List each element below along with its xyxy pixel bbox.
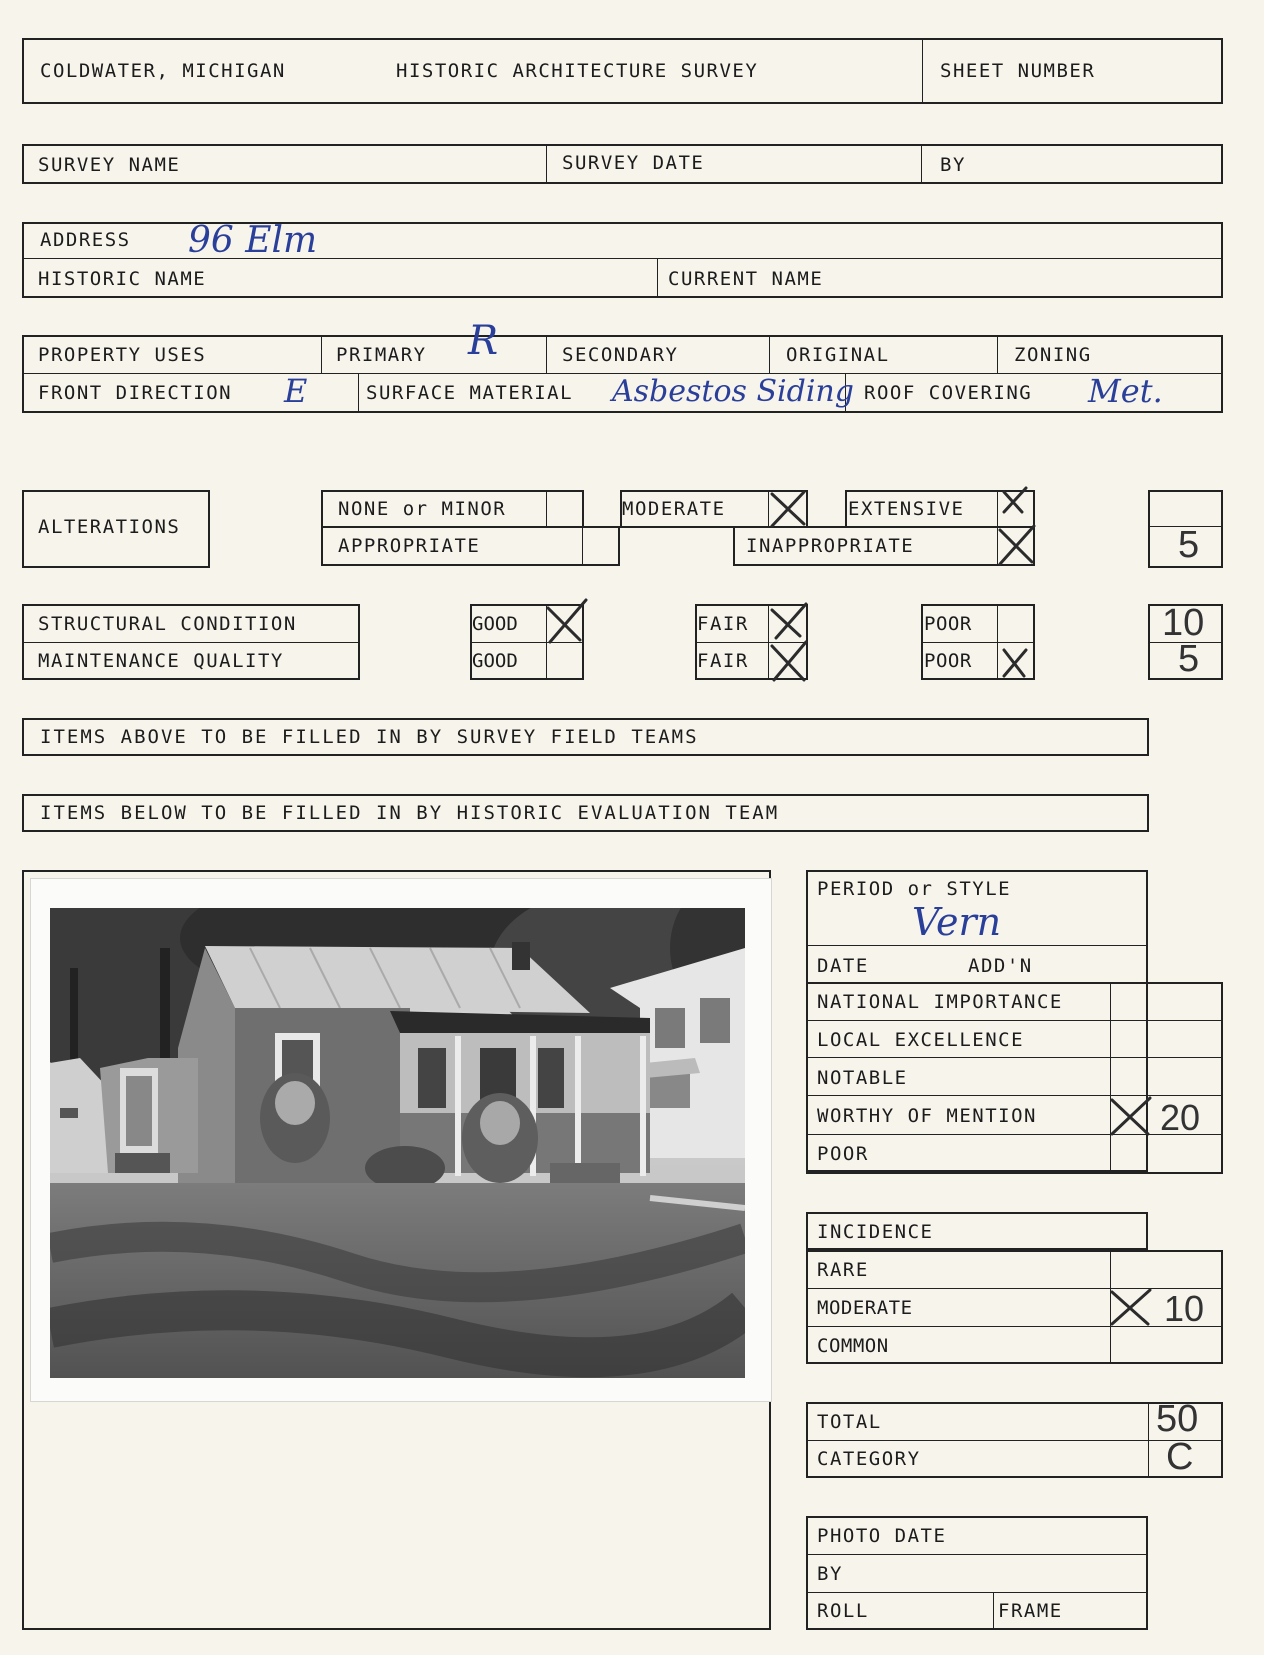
incidence-score: 10 bbox=[1164, 1288, 1205, 1329]
x-mark-fair-structural bbox=[772, 604, 806, 638]
x-mark-extensive bbox=[1004, 488, 1026, 512]
maintenance-score: 5 bbox=[1178, 638, 1200, 680]
alterations-label: ALTERATIONS bbox=[38, 516, 181, 538]
moderate-incidence-label: MODERATE bbox=[817, 1297, 913, 1319]
surface-material-label: SURFACE MATERIAL bbox=[366, 382, 574, 404]
photo-date-label: PHOTO DATE bbox=[817, 1525, 947, 1547]
worthy-of-mention-label: WORTHY OF MENTION bbox=[817, 1105, 1037, 1127]
x-mark-good-structural bbox=[548, 600, 586, 642]
x-mark-worthy bbox=[1112, 1098, 1150, 1134]
notable-label: NOTABLE bbox=[817, 1067, 908, 1089]
category-value: C bbox=[1166, 1436, 1194, 1478]
fair-structural-label: FAIR bbox=[697, 613, 749, 635]
original-label: ORIGINAL bbox=[786, 344, 890, 366]
sheet-number-label: SHEET NUMBER bbox=[940, 60, 1096, 82]
roll-label: ROLL bbox=[817, 1600, 869, 1622]
local-excellence-label: LOCAL EXCELLENCE bbox=[817, 1029, 1025, 1051]
poor-structural-label: POOR bbox=[924, 613, 972, 635]
roof-covering-label: ROOF COVERING bbox=[864, 382, 1033, 404]
x-mark-inappropriate bbox=[1000, 526, 1034, 564]
incidence-label: INCIDENCE bbox=[817, 1221, 934, 1243]
poor-maintenance-label: POOR bbox=[924, 650, 972, 672]
none-minor-label: NONE or MINOR bbox=[338, 498, 507, 520]
maintenance-quality-label: MAINTENANCE QUALITY bbox=[38, 650, 284, 672]
survey-date-label: SURVEY DATE bbox=[562, 152, 705, 174]
common-label: COMMON bbox=[817, 1335, 889, 1357]
good-structural-label: GOOD bbox=[472, 613, 518, 635]
alterations-score: 5 bbox=[1178, 524, 1200, 566]
notice-below: ITEMS BELOW TO BE FILLED IN BY HISTORIC EVALUATION TEAM bbox=[40, 802, 780, 824]
front-direction-value: E bbox=[284, 372, 308, 410]
primary-label: PRIMARY bbox=[336, 344, 427, 366]
moderate-alt-label: MODERATE bbox=[622, 498, 726, 520]
x-mark-moderate-incidence bbox=[1112, 1290, 1150, 1324]
frame-label: FRAME bbox=[998, 1600, 1063, 1622]
current-name-label: CURRENT NAME bbox=[668, 268, 824, 290]
addn-label: ADD'N bbox=[968, 955, 1033, 977]
front-direction-label: FRONT DIRECTION bbox=[38, 382, 233, 404]
form-title: HISTORIC ARCHITECTURE SURVEY bbox=[396, 60, 759, 82]
structural-score: 10 bbox=[1162, 602, 1205, 644]
x-mark-fair-maintenance bbox=[772, 642, 806, 680]
total-label: TOTAL bbox=[817, 1411, 882, 1433]
survey-by-label: BY bbox=[940, 154, 966, 176]
zoning-label: ZONING bbox=[1014, 344, 1092, 366]
primary-value: R bbox=[468, 318, 499, 364]
worthy-score: 20 bbox=[1160, 1097, 1201, 1138]
address-value: 96 Elm bbox=[188, 220, 318, 261]
city-label: COLDWATER, MICHIGAN bbox=[40, 60, 286, 82]
national-importance-label: NATIONAL IMPORTANCE bbox=[817, 991, 1063, 1013]
property-uses-label: PROPERTY USES bbox=[38, 344, 207, 366]
surface-material-value: Asbestos Siding bbox=[612, 374, 854, 409]
total-value: 50 bbox=[1156, 1398, 1199, 1440]
x-mark-poor-maintenance bbox=[1004, 650, 1026, 676]
photo-by-label: BY bbox=[817, 1563, 843, 1585]
appropriate-label: APPROPRIATE bbox=[338, 535, 481, 557]
structural-condition-label: STRUCTURAL CONDITION bbox=[38, 613, 297, 635]
extensive-label: EXTENSIVE bbox=[848, 498, 965, 520]
category-label: CATEGORY bbox=[817, 1448, 921, 1470]
period-label: PERIOD or STYLE bbox=[817, 878, 1012, 900]
rare-label: RARE bbox=[817, 1259, 869, 1281]
roof-covering-value: Met. bbox=[1088, 372, 1163, 410]
fair-maintenance-label: FAIR bbox=[697, 650, 749, 672]
notice-above: ITEMS ABOVE TO BE FILLED IN BY SURVEY FIELD TEAMS bbox=[40, 726, 699, 748]
poor-eval-label: POOR bbox=[817, 1143, 869, 1165]
secondary-label: SECONDARY bbox=[562, 344, 679, 366]
address-label: ADDRESS bbox=[40, 229, 131, 251]
inappropriate-label: INAPPROPRIATE bbox=[746, 535, 915, 557]
survey-name-label: SURVEY NAME bbox=[38, 154, 181, 176]
good-maintenance-label: GOOD bbox=[472, 650, 518, 672]
x-mark-moderate-alteration bbox=[772, 492, 804, 526]
period-value: Vern bbox=[912, 900, 1002, 944]
historic-name-label: HISTORIC NAME bbox=[38, 268, 207, 290]
date-label: DATE bbox=[817, 955, 869, 977]
